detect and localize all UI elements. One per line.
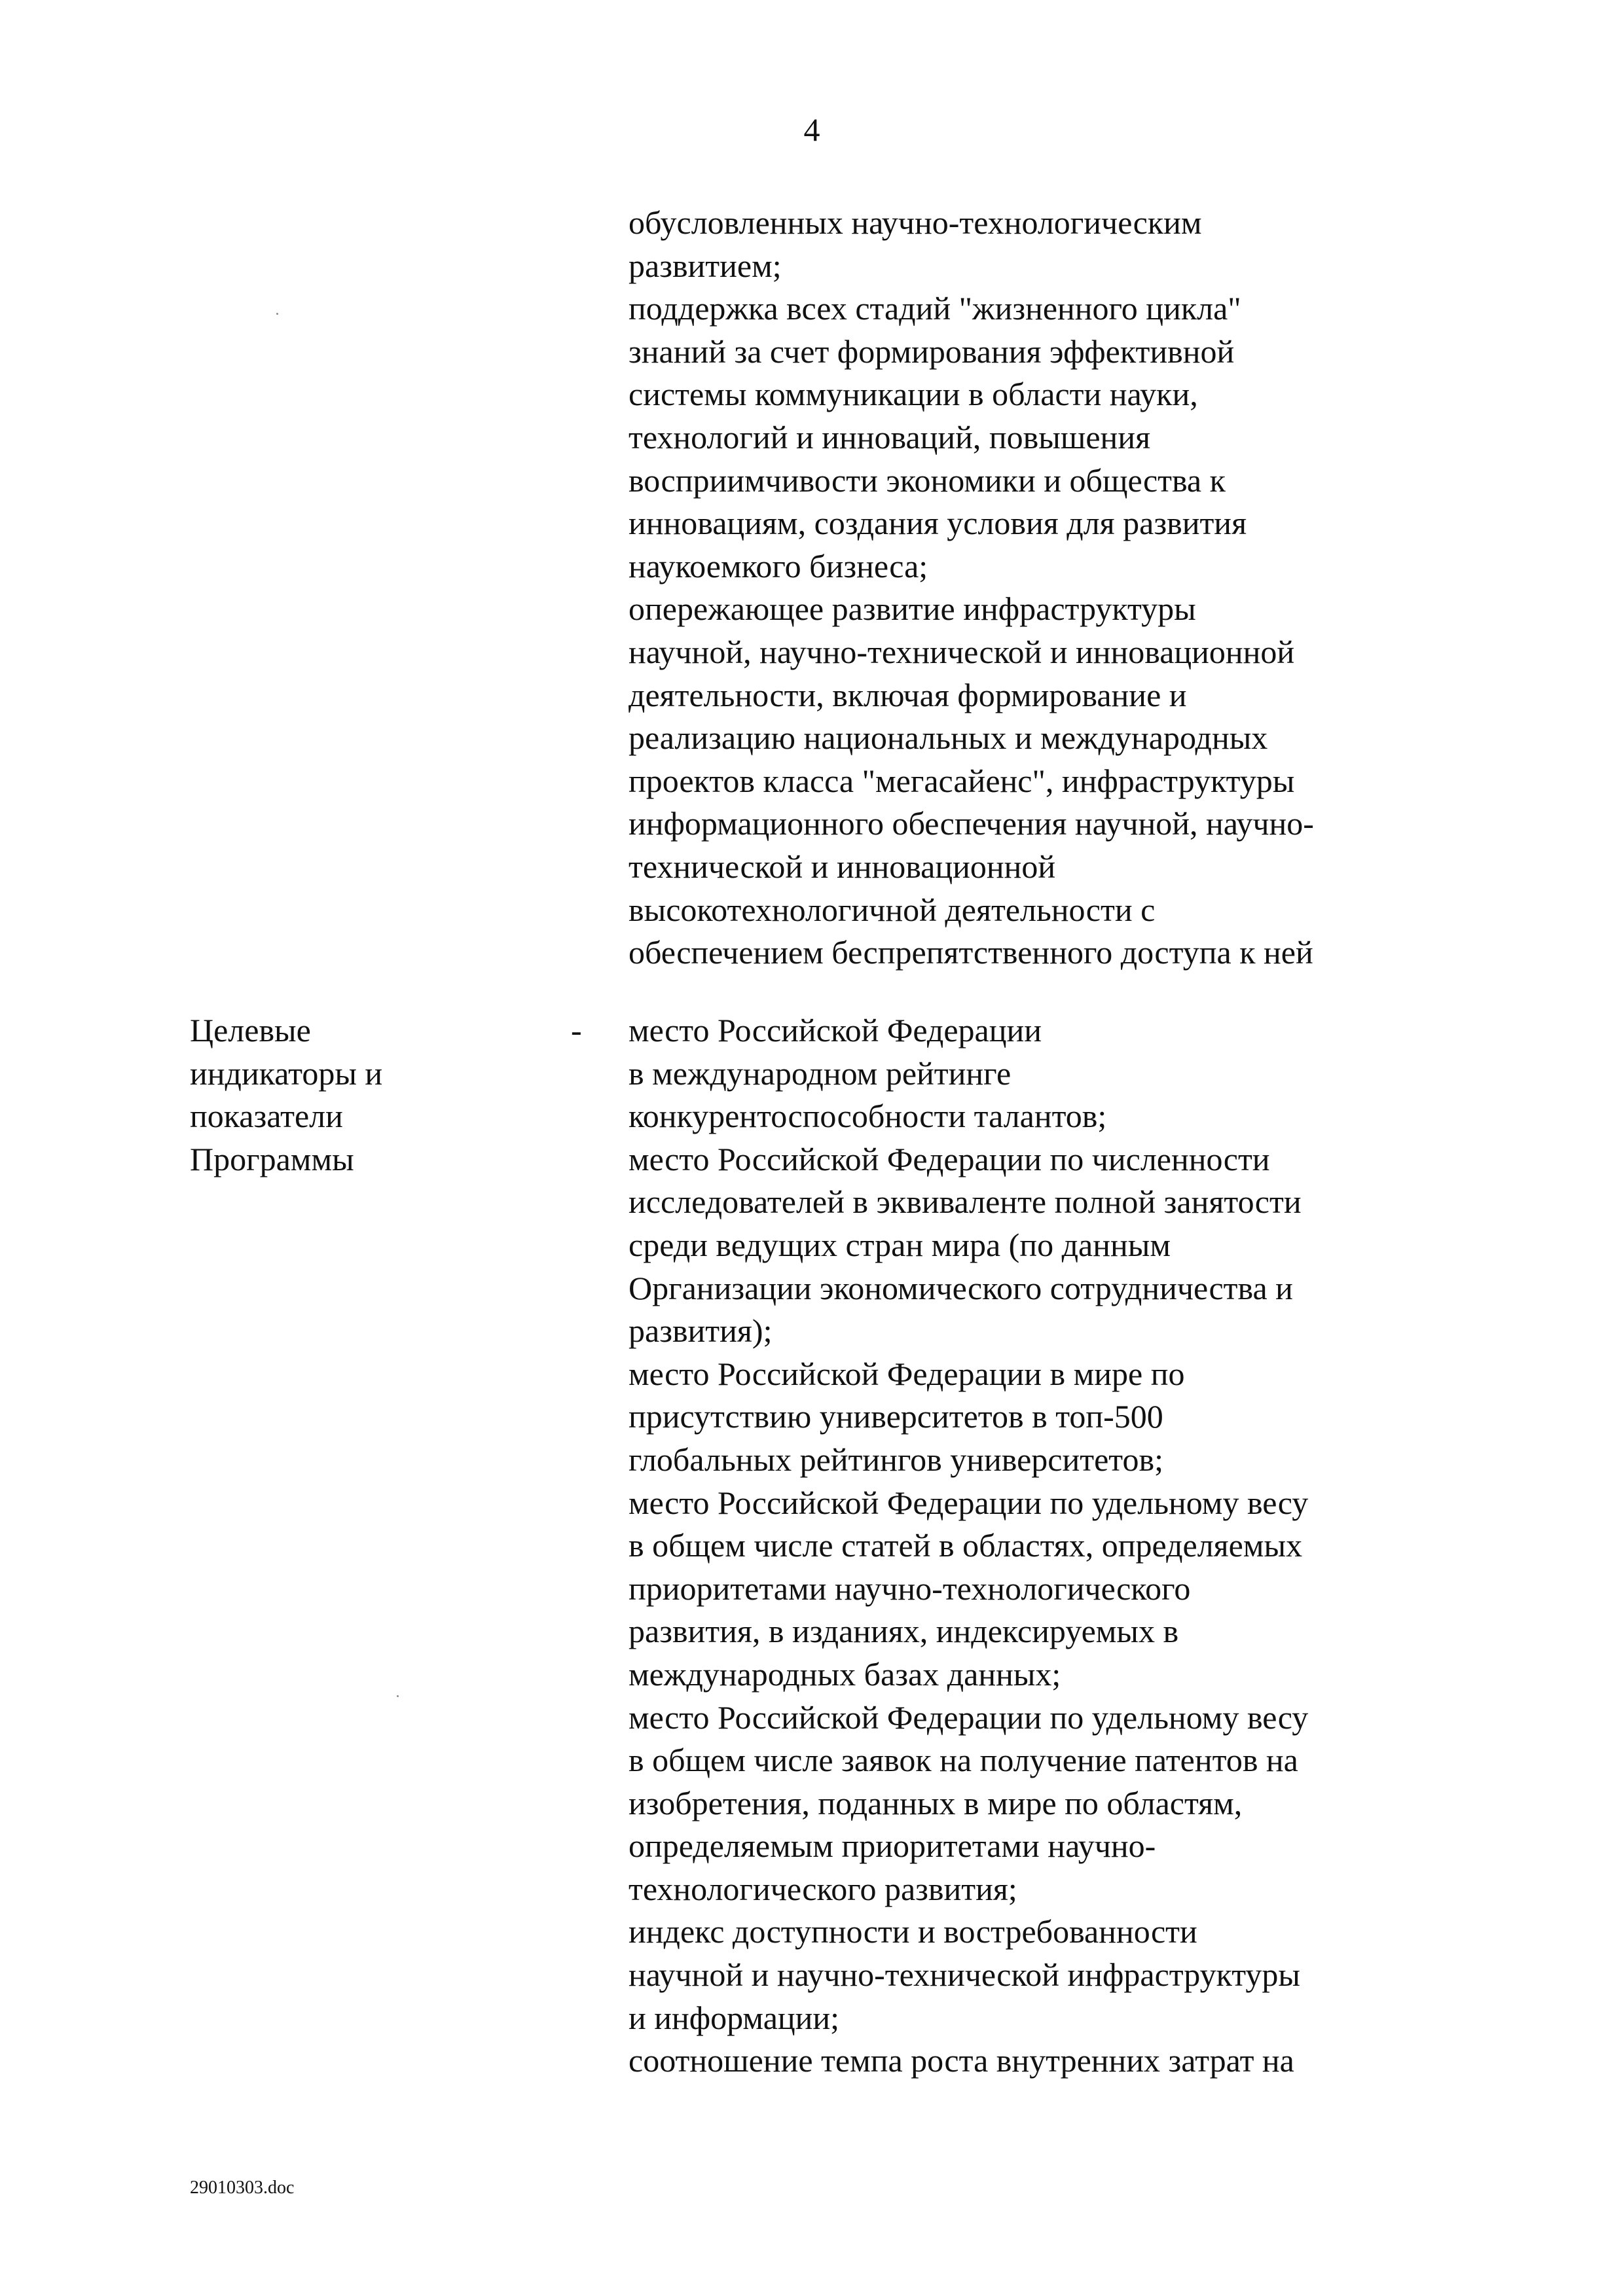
separator-dash: - xyxy=(571,1012,582,1049)
text-line: присутствию университетов в топ-500 xyxy=(629,1398,1163,1435)
text-line: восприимчивости экономики и общества к xyxy=(629,461,1226,499)
text-line: в общем числе статей в областях, определяемых xyxy=(629,1527,1303,1564)
label-line: показатели xyxy=(190,1098,343,1135)
text-line: технологий и инноваций, повышения xyxy=(629,418,1151,456)
scan-speck xyxy=(397,1695,399,1697)
text-line: место Российской Федерации xyxy=(629,1012,1042,1049)
label-line: Программы xyxy=(190,1140,354,1177)
text-line: глобальных рейтингов университетов; xyxy=(629,1441,1163,1478)
text-line: знаний за счет формирования эффективной xyxy=(629,332,1235,370)
text-line: инновациям, создания условия для развития xyxy=(629,505,1247,542)
label-line: индикаторы и xyxy=(190,1054,383,1092)
text-line: реализацию национальных и международных xyxy=(629,719,1268,757)
indicators-text xyxy=(629,1009,1308,2083)
continued-text xyxy=(629,202,1314,975)
text-line: развитием; xyxy=(629,247,782,284)
text-line: деятельности, включая формирование и xyxy=(629,676,1187,713)
text-line: опережающее развитие инфраструктуры xyxy=(629,590,1196,628)
scan-speck xyxy=(276,313,278,315)
text-line: развития, в изданиях, индексируемых в xyxy=(629,1613,1179,1650)
text-line: технической и инновационной xyxy=(629,848,1056,885)
text-line: наукоемкого бизнеса; xyxy=(629,547,928,584)
text-line: технологического развития; xyxy=(629,1870,1017,1907)
text-line: обусловленных научно-технологическим xyxy=(629,204,1202,241)
text-line: международных базах данных; xyxy=(629,1655,1061,1693)
text-line: индекс доступности и востребованности xyxy=(629,1913,1197,1950)
text-line: Организации экономического сотрудничества и xyxy=(629,1269,1293,1306)
text-line: и информации; xyxy=(629,1999,840,2036)
text-line: научной, научно-технической и инновационной xyxy=(629,633,1295,670)
text-line: высокотехнологичной деятельности с xyxy=(629,891,1156,928)
text-line: системы коммуникации в области науки, xyxy=(629,376,1198,413)
text-line: научной и научно-технической инфраструктуры xyxy=(629,1956,1301,1994)
text-line: соотношение темпа роста внутренних затрат на xyxy=(629,2042,1294,2079)
text-line: место Российской Федерации по численности xyxy=(629,1140,1270,1177)
text-line: в международном рейтинге xyxy=(629,1054,1012,1092)
text-line: обеспечением беспрепятственного доступа к ней xyxy=(629,934,1313,971)
text-line: проектов класса "мегасайенс", инфраструктуры xyxy=(629,762,1295,799)
page-number: 4 xyxy=(803,111,820,148)
text-line: место Российской Федерации в мире по xyxy=(629,1355,1185,1392)
text-line: изобретения, поданных в мире по областям, xyxy=(629,1784,1243,1821)
text-line: развития); xyxy=(629,1312,773,1350)
text-line: место Российской Федерации по удельному весу xyxy=(629,1698,1309,1736)
text-line: исследователей в эквиваленте полной занятости xyxy=(629,1183,1302,1221)
text-line: в общем числе заявок на получение патентов на xyxy=(629,1742,1298,1779)
text-line: среди ведущих стран мира (по данным xyxy=(629,1226,1171,1263)
text-line: место Российской Федерации по удельному весу xyxy=(629,1484,1309,1521)
text-line: определяемым приоритетами научно- xyxy=(629,1827,1156,1865)
text-line: информационного обеспечения научной, научно- xyxy=(629,805,1314,842)
section-label xyxy=(190,1009,382,1181)
label-line: Целевые xyxy=(190,1012,311,1049)
footer-filename: 29010303.doc xyxy=(190,2178,295,2198)
text-line: поддержка всех стадий "жизненного цикла" xyxy=(629,290,1241,327)
text-line: конкурентоспособности талантов; xyxy=(629,1098,1107,1135)
text-line: приоритетами научно-технологического xyxy=(629,1570,1191,1607)
